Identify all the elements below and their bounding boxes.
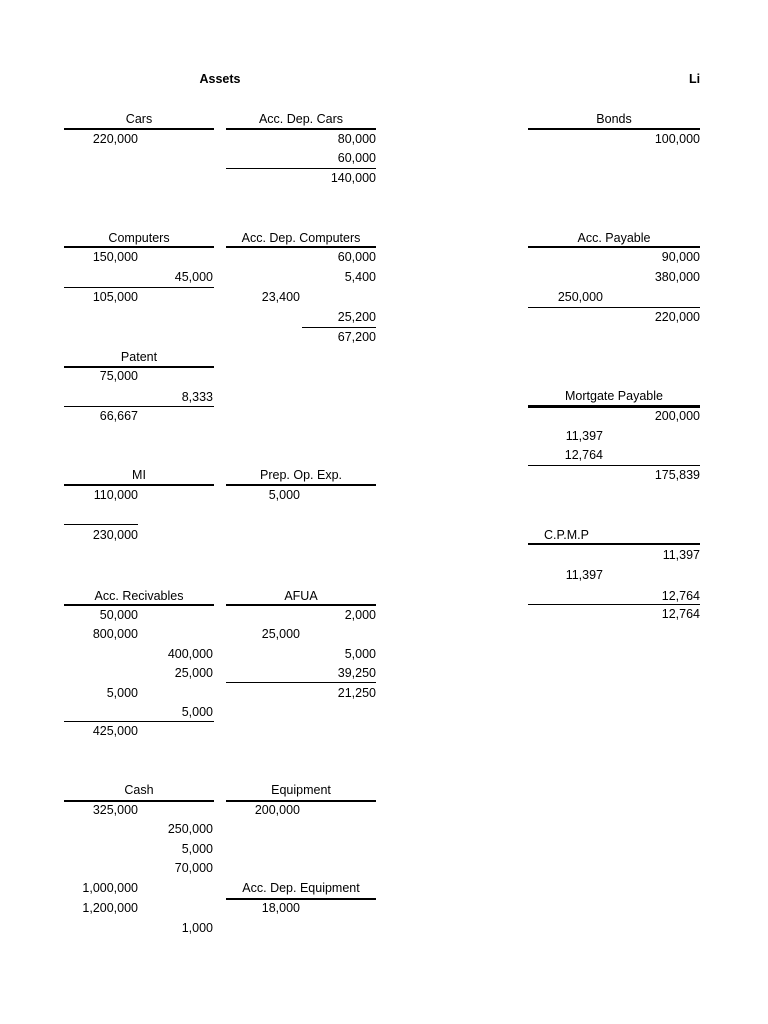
balance-entry: 105,000: [92, 290, 138, 304]
balance-entry: 67,200: [337, 330, 376, 344]
title-rule: [226, 800, 376, 802]
title-rule: [226, 128, 376, 130]
title-rule: [226, 246, 376, 248]
title-rule: [528, 543, 700, 545]
account-title: C.P.M.P: [544, 528, 589, 542]
account-title: Prep. Op. Exp.: [260, 468, 342, 482]
title-rule: [226, 898, 376, 900]
debit-entry: 250,000: [557, 290, 603, 304]
balance-entry: 66,667: [99, 409, 138, 423]
balance-entry: 425,000: [92, 724, 138, 738]
debit-entry: 25,000: [261, 627, 300, 641]
credit-entry: 5,000: [344, 647, 376, 661]
title-rule: [64, 128, 214, 130]
title-rule: [64, 484, 214, 486]
credit-entry: 8,333: [181, 390, 213, 404]
credit-entry: 100,000: [654, 132, 700, 146]
assets-heading: Assets: [199, 72, 241, 86]
total-rule: [528, 465, 700, 466]
account-title: Acc. Recivables: [94, 589, 184, 603]
credit-entry: 5,000: [181, 705, 213, 719]
credit-entry: 200,000: [654, 409, 700, 423]
account-title: AFUA: [284, 589, 318, 603]
account-title: Acc. Dep. Computers: [241, 231, 361, 245]
credit-entry: 12,764: [661, 589, 700, 603]
debit-entry: 12,764: [564, 448, 603, 462]
credit-entry: 11,397: [662, 548, 700, 562]
credit-entry: 380,000: [654, 270, 700, 284]
credit-entry: 2,000: [344, 608, 376, 622]
account-title: Patent: [120, 350, 158, 364]
total-rule: [226, 168, 376, 169]
debit-entry: 23,400: [261, 290, 300, 304]
credit-entry: 25,000: [174, 666, 213, 680]
balance-entry: 220,000: [654, 310, 700, 324]
credit-entry: 90,000: [661, 250, 700, 264]
total-rule: [64, 406, 214, 407]
account-title: Acc. Payable: [577, 231, 651, 245]
balance-entry: 175,839: [654, 468, 700, 482]
debit-entry: 11,397: [565, 568, 603, 582]
total-rule: [302, 327, 376, 328]
title-rule: [64, 604, 214, 606]
debit-entry: 1,200,000: [82, 901, 138, 915]
balance-entry: 12,764: [661, 607, 700, 621]
total-rule: [64, 524, 138, 525]
balance-entry: 140,000: [330, 171, 376, 185]
debit-entry: 1,000,000: [82, 881, 138, 895]
account-title: Cars: [125, 112, 153, 126]
debit-entry: 5,000: [268, 488, 300, 502]
title-rule: [528, 405, 700, 408]
total-rule: [528, 604, 700, 605]
balance-entry: 230,000: [92, 528, 138, 542]
debit-entry: 75,000: [99, 369, 138, 383]
balance-entry: 21,250: [337, 686, 376, 700]
account-title: Bonds: [596, 112, 632, 126]
debit-entry: 220,000: [92, 132, 138, 146]
title-rule: [528, 128, 700, 130]
debit-entry: 150,000: [92, 250, 138, 264]
account-title: Acc. Dep. Equipment: [242, 881, 360, 895]
total-rule: [64, 287, 214, 288]
debit-entry: 11,397: [565, 429, 603, 443]
credit-entry: 1,000: [181, 921, 213, 935]
title-rule: [226, 484, 376, 486]
credit-entry: 250,000: [167, 822, 213, 836]
account-title: MI: [132, 468, 146, 482]
debit-entry: 325,000: [92, 803, 138, 817]
title-rule: [64, 800, 214, 802]
title-rule: [226, 604, 376, 606]
debit-entry: 50,000: [99, 608, 138, 622]
debit-entry: 18,000: [261, 901, 300, 915]
credit-entry: 45,000: [174, 270, 213, 284]
total-rule: [226, 682, 376, 683]
credit-entry: 39,250: [337, 666, 376, 680]
credit-entry: 60,000: [337, 151, 376, 165]
account-title: Equipment: [271, 783, 331, 797]
credit-entry: 70,000: [174, 861, 213, 875]
debit-entry: 110,000: [93, 488, 138, 502]
liabilities-heading: Li: [689, 72, 701, 86]
title-rule: [64, 366, 214, 368]
debit-entry: 200,000: [254, 803, 300, 817]
account-title: Mortgate Payable: [565, 389, 663, 403]
account-title: Computers: [108, 231, 170, 245]
credit-entry: 5,000: [181, 842, 213, 856]
credit-entry: 5,400: [344, 270, 376, 284]
title-rule: [64, 246, 214, 248]
credit-entry: 400,000: [167, 647, 213, 661]
debit-entry: 5,000: [106, 686, 138, 700]
debit-entry: 800,000: [92, 627, 138, 641]
title-rule: [528, 246, 700, 248]
account-title: Acc. Dep. Cars: [258, 112, 344, 126]
credit-entry: 25,200: [337, 310, 376, 324]
total-rule: [64, 721, 214, 722]
account-title: Cash: [124, 783, 154, 797]
credit-entry: 80,000: [337, 132, 376, 146]
credit-entry: 60,000: [337, 250, 376, 264]
total-rule: [528, 307, 700, 308]
